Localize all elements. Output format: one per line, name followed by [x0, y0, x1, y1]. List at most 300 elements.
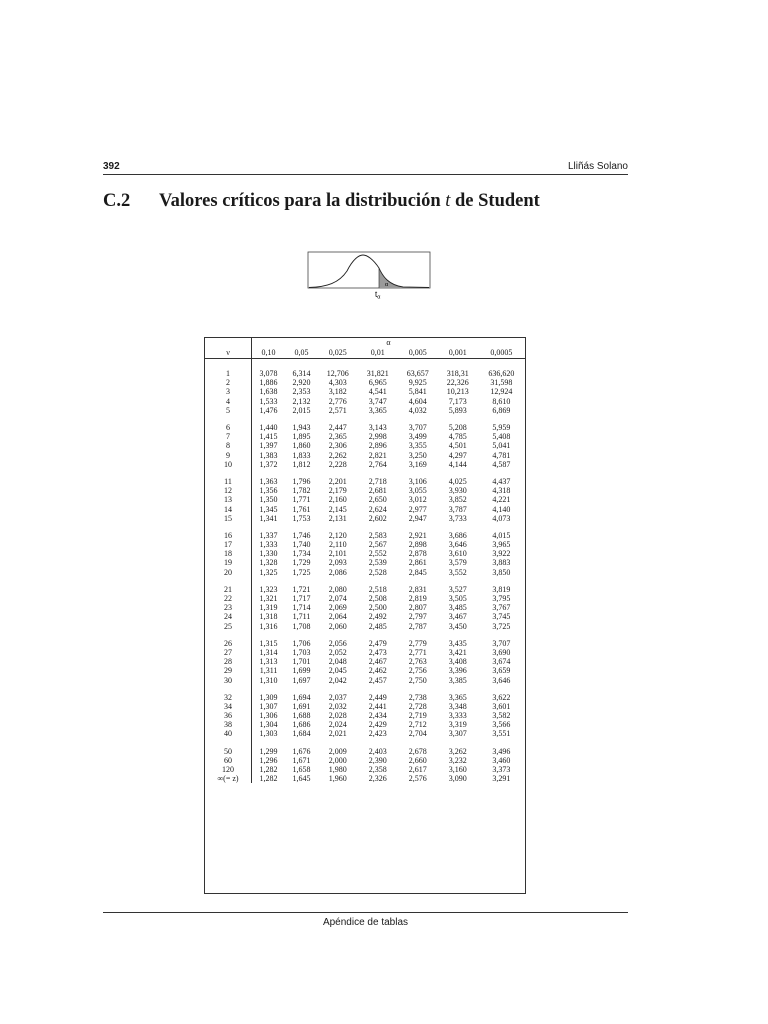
value-cell: 2,831: [408, 584, 427, 594]
value-cell: 1,721: [292, 584, 311, 594]
value-cell: 3,707: [492, 638, 511, 648]
value-cell: 1,833: [292, 450, 311, 460]
value-cell: 1,684: [292, 729, 311, 739]
value-cell: 8,610: [492, 396, 511, 406]
value-cell: 1,782: [292, 486, 311, 496]
value-cell: 2,602: [368, 513, 387, 523]
value-cell: 3,232: [448, 755, 467, 765]
value-cell: 1,895: [292, 432, 311, 442]
value-cell: 9,925: [408, 378, 427, 388]
nu-cell: 50: [205, 747, 252, 756]
table-row: [205, 477, 525, 486]
value-cell: 3,767: [492, 603, 511, 613]
nu-header: ν: [205, 347, 252, 359]
value-cell: 2,093: [328, 558, 347, 568]
nu-cell: 23: [205, 603, 252, 612]
value-cell: 3,747: [368, 396, 387, 406]
value-cell: 2,977: [408, 504, 427, 514]
value-cell: 2,069: [328, 603, 347, 613]
value-cell: 1,325: [259, 567, 278, 577]
group-spacer: [205, 469, 525, 477]
value-cell: 2,052: [328, 647, 347, 657]
value-cell: 1,725: [292, 567, 311, 577]
value-cell: 1,304: [259, 720, 278, 730]
value-cell: 2,086: [328, 567, 347, 577]
t-table: [205, 338, 525, 783]
t-alpha-label: [375, 290, 381, 301]
value-cell: 2,861: [408, 558, 427, 568]
value-cell: 6,314: [292, 369, 311, 379]
table-row: [205, 540, 525, 549]
density-curve-graphic: [307, 251, 431, 301]
value-cell: 1,688: [292, 711, 311, 721]
value-cell: 3,078: [259, 369, 278, 379]
value-cell: 3,435: [448, 638, 467, 648]
nu-cell: 7: [205, 432, 252, 441]
value-cell: 4,785: [448, 432, 467, 442]
value-cell: 1,299: [259, 746, 278, 756]
value-cell: 4,303: [328, 378, 347, 388]
value-cell: 2,787: [408, 621, 427, 631]
table-row: [205, 603, 525, 612]
value-cell: 2,712: [408, 720, 427, 730]
value-cell: 3,365: [368, 405, 387, 415]
nu-cell: 15: [205, 514, 252, 523]
value-cell: 1,345: [259, 504, 278, 514]
value-cell: 3,566: [492, 720, 511, 730]
header-rule: [103, 174, 628, 175]
value-cell: 2,449: [368, 692, 387, 702]
value-cell: 1,363: [259, 476, 278, 486]
value-cell: 1,703: [292, 647, 311, 657]
group-spacer: [205, 523, 525, 531]
table-row: [205, 585, 525, 594]
page-footer: Apéndice de tablas: [322, 917, 409, 928]
value-cell: 3,883: [492, 558, 511, 568]
value-cell: 2,032: [328, 701, 347, 711]
value-cell: 2,015: [292, 405, 311, 415]
value-cell: 2,576: [408, 774, 427, 784]
table-row: [205, 675, 525, 684]
value-cell: 2,326: [368, 774, 387, 784]
footer-rule: [103, 912, 628, 913]
value-cell: 3,686: [448, 530, 467, 540]
nu-cell: 30: [205, 675, 252, 684]
value-cell: 1,708: [292, 621, 311, 631]
value-cell: 1,694: [292, 692, 311, 702]
value-cell: 3,291: [492, 774, 511, 784]
table-row: [205, 460, 525, 469]
value-cell: 2,779: [408, 638, 427, 648]
table-row: [205, 756, 525, 765]
group-spacer: [205, 359, 525, 370]
value-cell: 1,333: [259, 540, 278, 550]
value-cell: 3,106: [408, 476, 427, 486]
value-cell: 5,408: [492, 432, 511, 442]
value-cell: 1,306: [259, 711, 278, 721]
group-spacer: [205, 415, 525, 423]
nu-cell: 28: [205, 657, 252, 666]
table-row: [205, 568, 525, 577]
value-cell: 4,501: [448, 441, 467, 451]
value-cell: 2,201: [328, 476, 347, 486]
table-row: [205, 423, 525, 432]
value-cell: 2,473: [368, 647, 387, 657]
nu-cell: 32: [205, 693, 252, 702]
value-cell: 3,852: [448, 495, 467, 505]
table-row: [205, 648, 525, 657]
value-cell: 1,476: [259, 405, 278, 415]
value-cell: 3,396: [448, 666, 467, 676]
value-cell: 2,131: [328, 513, 347, 523]
value-cell: 2,728: [408, 701, 427, 711]
nu-cell: ∞(= z): [205, 774, 252, 783]
nu-cell: 19: [205, 558, 252, 567]
value-cell: 1,296: [259, 755, 278, 765]
table-row: [205, 720, 525, 729]
alpha-col-header: 0,001: [438, 347, 478, 359]
nu-cell: 6: [205, 423, 252, 432]
value-cell: 3,319: [448, 720, 467, 730]
value-cell: 1,321: [259, 594, 278, 604]
value-cell: 3,485: [448, 603, 467, 613]
value-cell: 5,208: [448, 423, 467, 433]
table-row: [205, 622, 525, 631]
value-cell: 3,601: [492, 701, 511, 711]
value-cell: 5,959: [492, 423, 511, 433]
value-cell: 2,132: [292, 396, 311, 406]
value-cell: 22,326: [446, 378, 469, 388]
value-cell: 2,756: [408, 666, 427, 676]
value-cell: 3,646: [492, 675, 511, 685]
table-row: [205, 549, 525, 558]
nu-cell: 20: [205, 568, 252, 577]
value-cell: 3,725: [492, 621, 511, 631]
value-cell: 3,169: [408, 459, 427, 469]
value-cell: 3,582: [492, 711, 511, 721]
value-cell: 1,734: [292, 549, 311, 559]
value-cell: 2,567: [368, 540, 387, 550]
value-cell: 3,690: [492, 647, 511, 657]
value-cell: 3,850: [492, 567, 511, 577]
value-cell: 2,738: [408, 692, 427, 702]
value-cell: 3,551: [492, 729, 511, 739]
value-cell: 3,012: [408, 495, 427, 505]
value-cell: 4,015: [492, 530, 511, 540]
value-cell: 1,711: [292, 612, 311, 622]
alpha-col-header: 0,01: [358, 347, 398, 359]
table-row: [205, 558, 525, 567]
nu-cell: 11: [205, 477, 252, 486]
value-cell: 4,437: [492, 476, 511, 486]
table-row: [205, 441, 525, 450]
value-cell: 3,373: [492, 765, 511, 775]
nu-cell: 1: [205, 369, 252, 378]
value-cell: 1,356: [259, 486, 278, 496]
value-cell: 1,282: [259, 774, 278, 784]
value-cell: 2,037: [328, 692, 347, 702]
value-cell: 5,893: [448, 405, 467, 415]
group-spacer: [205, 631, 525, 639]
value-cell: 1,303: [259, 729, 278, 739]
value-cell: 2,403: [368, 746, 387, 756]
table-row: [205, 514, 525, 523]
value-cell: 4,604: [408, 396, 427, 406]
value-cell: 2,353: [292, 387, 311, 397]
value-cell: 3,467: [448, 612, 467, 622]
value-cell: 3,250: [408, 450, 427, 460]
nu-cell: 24: [205, 612, 252, 621]
value-cell: 1,860: [292, 441, 311, 451]
value-cell: 2,500: [368, 603, 387, 613]
value-cell: 3,182: [328, 387, 347, 397]
nu-cell: 2: [205, 378, 252, 387]
value-cell: 1,318: [259, 612, 278, 622]
table-row: [205, 406, 525, 415]
nu-cell: 3: [205, 387, 252, 396]
value-cell: 2,920: [292, 378, 311, 388]
value-cell: 1,415: [259, 432, 278, 442]
value-cell: 2,764: [368, 459, 387, 469]
table-row: [205, 495, 525, 504]
nu-cell: 4: [205, 397, 252, 406]
value-cell: 2,390: [368, 755, 387, 765]
value-cell: 2,365: [328, 432, 347, 442]
value-cell: 3,496: [492, 746, 511, 756]
table-row: [205, 747, 525, 756]
value-cell: 1,740: [292, 540, 311, 550]
value-cell: 2,508: [368, 594, 387, 604]
table-row: [205, 702, 525, 711]
value-cell: 2,624: [368, 504, 387, 514]
value-cell: 2,776: [328, 396, 347, 406]
table-row: [205, 774, 525, 783]
value-cell: 2,042: [328, 675, 347, 685]
table-row: [205, 378, 525, 387]
value-cell: 2,704: [408, 729, 427, 739]
section-title: [103, 191, 643, 212]
value-cell: 3,610: [448, 549, 467, 559]
value-cell: 1,313: [259, 657, 278, 667]
value-cell: 1,658: [292, 765, 311, 775]
nu-cell: 14: [205, 504, 252, 513]
value-cell: 1,350: [259, 495, 278, 505]
value-cell: 1,341: [259, 513, 278, 523]
value-cell: 2,539: [368, 558, 387, 568]
value-cell: 2,771: [408, 647, 427, 657]
value-cell: 2,750: [408, 675, 427, 685]
value-cell: 2,650: [368, 495, 387, 505]
value-cell: 2,056: [328, 638, 347, 648]
value-cell: 3,408: [448, 657, 467, 667]
value-cell: 2,819: [408, 594, 427, 604]
alpha-symbol: α: [386, 338, 391, 347]
value-cell: 6,869: [492, 405, 511, 415]
value-cell: 3,365: [448, 692, 467, 702]
value-cell: 4,781: [492, 450, 511, 460]
value-cell: 1,676: [292, 746, 311, 756]
value-cell: 3,552: [448, 567, 467, 577]
section-number: C.2: [103, 191, 131, 211]
value-cell: 3,922: [492, 549, 511, 559]
value-cell: 2,681: [368, 486, 387, 496]
table-row: [205, 504, 525, 513]
value-cell: 2,462: [368, 666, 387, 676]
value-cell: 1,701: [292, 657, 311, 667]
value-cell: 4,144: [448, 459, 467, 469]
table-row: [205, 657, 525, 666]
value-cell: 2,228: [328, 459, 347, 469]
value-cell: 2,120: [328, 530, 347, 540]
table-row: [205, 594, 525, 603]
value-cell: 4,221: [492, 495, 511, 505]
value-cell: 3,143: [368, 423, 387, 433]
value-cell: 2,660: [408, 755, 427, 765]
t-subscript: α: [377, 294, 381, 301]
value-cell: 2,358: [368, 765, 387, 775]
table-row: [205, 639, 525, 648]
value-cell: 2,467: [368, 657, 387, 667]
value-cell: 1,638: [259, 387, 278, 397]
value-cell: 1,314: [259, 647, 278, 657]
nu-cell: 18: [205, 549, 252, 558]
value-cell: 2,763: [408, 657, 427, 667]
value-cell: 3,707: [408, 423, 427, 433]
value-cell: 2,492: [368, 612, 387, 622]
group-spacer: [205, 685, 525, 693]
nu-cell: 29: [205, 666, 252, 675]
value-cell: 3,659: [492, 666, 511, 676]
group-spacer: [205, 577, 525, 585]
value-cell: 2,485: [368, 621, 387, 631]
table-row: [205, 531, 525, 540]
table-row: [205, 387, 525, 396]
value-cell: 1,729: [292, 558, 311, 568]
table-row: [205, 486, 525, 495]
alpha-col-header: 0,05: [285, 347, 318, 359]
title-text-after: de Student: [455, 191, 540, 211]
value-cell: 3,421: [448, 647, 467, 657]
value-cell: 4,541: [368, 387, 387, 397]
value-cell: 2,518: [368, 584, 387, 594]
value-cell: 2,797: [408, 612, 427, 622]
value-cell: 3,499: [408, 432, 427, 442]
group-spacer: [205, 739, 525, 747]
value-cell: 2,048: [328, 657, 347, 667]
value-cell: 4,025: [448, 476, 467, 486]
table-row: [205, 432, 525, 441]
value-cell: 2,024: [328, 720, 347, 730]
area-alpha-label: α: [385, 282, 389, 288]
value-cell: 2,528: [368, 567, 387, 577]
running-author: Lliñás Solano: [567, 161, 628, 172]
value-cell: 6,965: [368, 378, 387, 388]
value-cell: 1,691: [292, 701, 311, 711]
value-cell: 1,645: [292, 774, 311, 784]
value-cell: 4,032: [408, 405, 427, 415]
alpha-col-header: 0,005: [398, 347, 438, 359]
value-cell: 1,771: [292, 495, 311, 505]
value-cell: 1,671: [292, 755, 311, 765]
table-row: [205, 612, 525, 621]
value-cell: 4,297: [448, 450, 467, 460]
value-cell: 1,697: [292, 675, 311, 685]
nu-cell: 40: [205, 729, 252, 738]
value-cell: 3,622: [492, 692, 511, 702]
value-cell: 3,787: [448, 504, 467, 514]
value-cell: 2,074: [328, 594, 347, 604]
value-cell: 2,552: [368, 549, 387, 559]
value-cell: 2,947: [408, 513, 427, 523]
value-cell: 2,045: [328, 666, 347, 676]
value-cell: 1,960: [328, 774, 347, 784]
value-cell: 1,307: [259, 701, 278, 711]
nu-cell: 26: [205, 639, 252, 648]
value-cell: 1,886: [259, 378, 278, 388]
value-cell: 3,262: [448, 746, 467, 756]
value-cell: 4,073: [492, 513, 511, 523]
value-cell: 5,041: [492, 441, 511, 451]
value-cell: 2,028: [328, 711, 347, 721]
value-cell: 2,898: [408, 540, 427, 550]
value-cell: 4,587: [492, 459, 511, 469]
nu-cell: 22: [205, 594, 252, 603]
value-cell: 2,878: [408, 549, 427, 559]
title-t-symbol: t: [445, 191, 451, 211]
nu-cell: 120: [205, 765, 252, 774]
value-cell: 2,101: [328, 549, 347, 559]
value-cell: 3,450: [448, 621, 467, 631]
value-cell: 3,055: [408, 486, 427, 496]
table-row: [205, 693, 525, 702]
nu-cell: 60: [205, 756, 252, 765]
value-cell: 3,579: [448, 558, 467, 568]
nu-cell: 16: [205, 531, 252, 540]
value-cell: 1,372: [259, 459, 278, 469]
nu-cell: 5: [205, 406, 252, 415]
value-cell: 1,337: [259, 530, 278, 540]
value-cell: 2,479: [368, 638, 387, 648]
column-header-row: [205, 347, 525, 359]
value-cell: 12,706: [326, 369, 349, 379]
value-cell: 1,328: [259, 558, 278, 568]
value-cell: 3,965: [492, 540, 511, 550]
value-cell: 3,674: [492, 657, 511, 667]
value-cell: 1,699: [292, 666, 311, 676]
value-cell: 3,646: [448, 540, 467, 550]
value-cell: 1,315: [259, 638, 278, 648]
value-cell: 3,745: [492, 612, 511, 622]
value-cell: 7,173: [448, 396, 467, 406]
nu-cell: 21: [205, 585, 252, 594]
nu-cell: 27: [205, 648, 252, 657]
value-cell: 12,924: [490, 387, 513, 397]
value-cell: 1,316: [259, 621, 278, 631]
value-cell: 10,213: [446, 387, 469, 397]
table-row: [205, 666, 525, 675]
value-cell: 318,31: [446, 369, 469, 379]
value-cell: 1,746: [292, 530, 311, 540]
table-row: [205, 711, 525, 720]
value-cell: 1,440: [259, 423, 278, 433]
value-cell: 1,980: [328, 765, 347, 775]
nu-cell: 34: [205, 702, 252, 711]
value-cell: 2,080: [328, 584, 347, 594]
value-cell: 2,060: [328, 621, 347, 631]
value-cell: 2,719: [408, 711, 427, 721]
nu-cell: 38: [205, 720, 252, 729]
value-cell: 2,998: [368, 432, 387, 442]
